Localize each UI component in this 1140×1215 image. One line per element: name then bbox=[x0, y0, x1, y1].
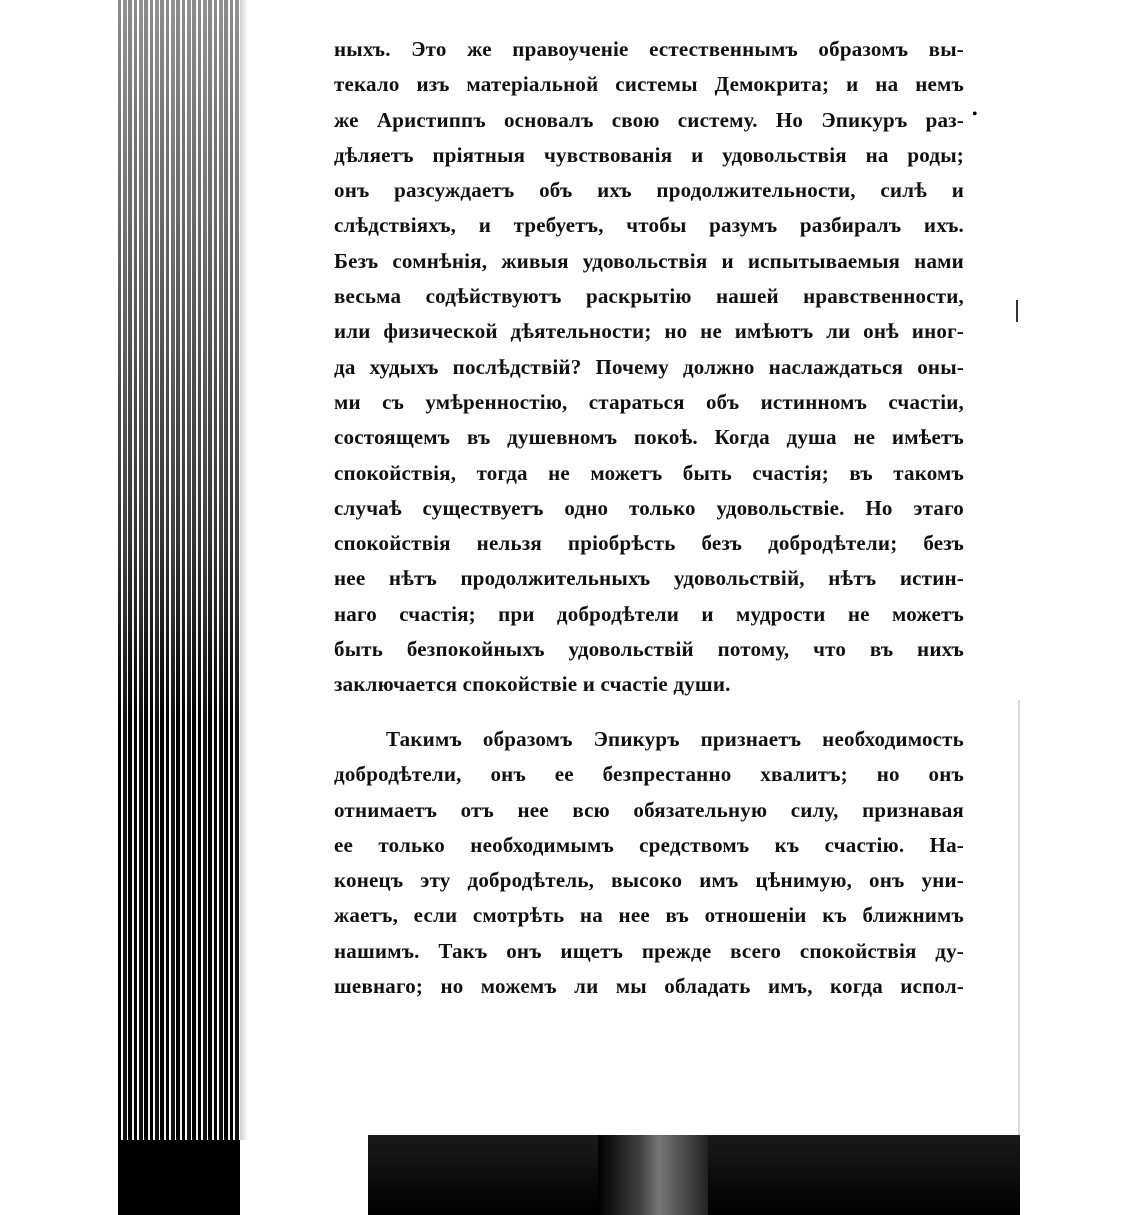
text-line: ми съ умѣренностію, стараться объ истинномъ счастіи, bbox=[334, 389, 964, 414]
text-line: же Аристиппъ основалъ свою систему. Но Эпикуръ раз- bbox=[334, 107, 964, 132]
spine-bottom-shadow bbox=[118, 1140, 240, 1215]
text-line: онъ разсуждаетъ объ ихъ продолжительности, силѣ и bbox=[334, 178, 964, 203]
text-line: Безъ сомнѣнія, живыя удовольствія и испытываемыя нами bbox=[334, 248, 964, 273]
text-line: отнимаетъ отъ нее всю обязательную силу, признавая bbox=[334, 797, 964, 822]
text-line: дѣляетъ пріятныя чувствованія и удовольствія на роды; bbox=[334, 142, 964, 167]
text-line: ее только необходимымъ средствомъ къ счастію. На- bbox=[334, 832, 964, 857]
text-line: жаетъ, если смотрѣть на нее въ отношеніи къ ближнимъ bbox=[334, 903, 964, 928]
text-line: Такимъ образомъ Эпикуръ признаетъ необходимость bbox=[386, 727, 964, 751]
text-line: или физической дѣятельности; но не имѣютъ ли онѣ иног- bbox=[334, 319, 964, 344]
text-line: случаѣ существуетъ одно только удовольствіе. Но этаго bbox=[334, 495, 964, 520]
page-bottom-shadow bbox=[368, 1135, 1020, 1215]
text-line: ныхъ. Это же правоученіе естественнымъ образомъ вы- bbox=[334, 37, 964, 61]
page-right-edge bbox=[1018, 700, 1020, 1140]
text-line: да худыхъ послѣдствій? Почему должно наслаждаться оны- bbox=[334, 354, 964, 379]
text-line: конецъ эту добродѣтель, высоко имъ цѣнимую, онъ уни- bbox=[334, 868, 964, 893]
text-line: заключается спокойствіе и счастіе души. bbox=[334, 672, 731, 697]
spine-shading bbox=[118, 0, 240, 1215]
text-line: спокойствія нельзя пріобрѣсть безъ добродѣтели; безъ bbox=[334, 531, 964, 556]
paragraph-2 bbox=[334, 722, 964, 1004]
text-line: слѣдствіяхъ, и требуетъ, чтобы разумъ разбиралъ ихъ. bbox=[334, 213, 964, 238]
text-line: шевнаго; но можемъ ли мы обладать имъ, когда испол- bbox=[334, 974, 964, 999]
margin-tick bbox=[1016, 300, 1018, 322]
text-line: добродѣтели, онъ ее безпрестанно хвалитъ; но онъ bbox=[334, 762, 964, 787]
text-line: быть безпокойныхъ удовольствій потому, что въ нихъ bbox=[334, 637, 964, 662]
text-line: нее нѣтъ продолжительныхъ удовольствій, нѣтъ истин- bbox=[334, 566, 964, 591]
text-line: нашимъ. Такъ онъ ищетъ прежде всего спокойствія ду- bbox=[334, 938, 964, 963]
text-line: весьма содѣйствуютъ раскрытію нашей нравственности, bbox=[334, 284, 964, 309]
text-line: спокойствія, тогда не можетъ быть счастія; въ такомъ bbox=[334, 460, 964, 485]
paragraph-1 bbox=[334, 32, 964, 703]
page-fold-shadow bbox=[598, 1135, 708, 1215]
margin-mark: • bbox=[972, 106, 978, 123]
text-line: состоящемъ въ душевномъ покоѣ. Когда душа не имѣетъ bbox=[334, 425, 964, 450]
page-gutter bbox=[240, 0, 248, 1140]
text-line: текало изъ матеріальной системы Демокрита; и на немъ bbox=[334, 72, 964, 97]
text-line: наго счастія; при добродѣтели и мудрости не можетъ bbox=[334, 601, 964, 626]
